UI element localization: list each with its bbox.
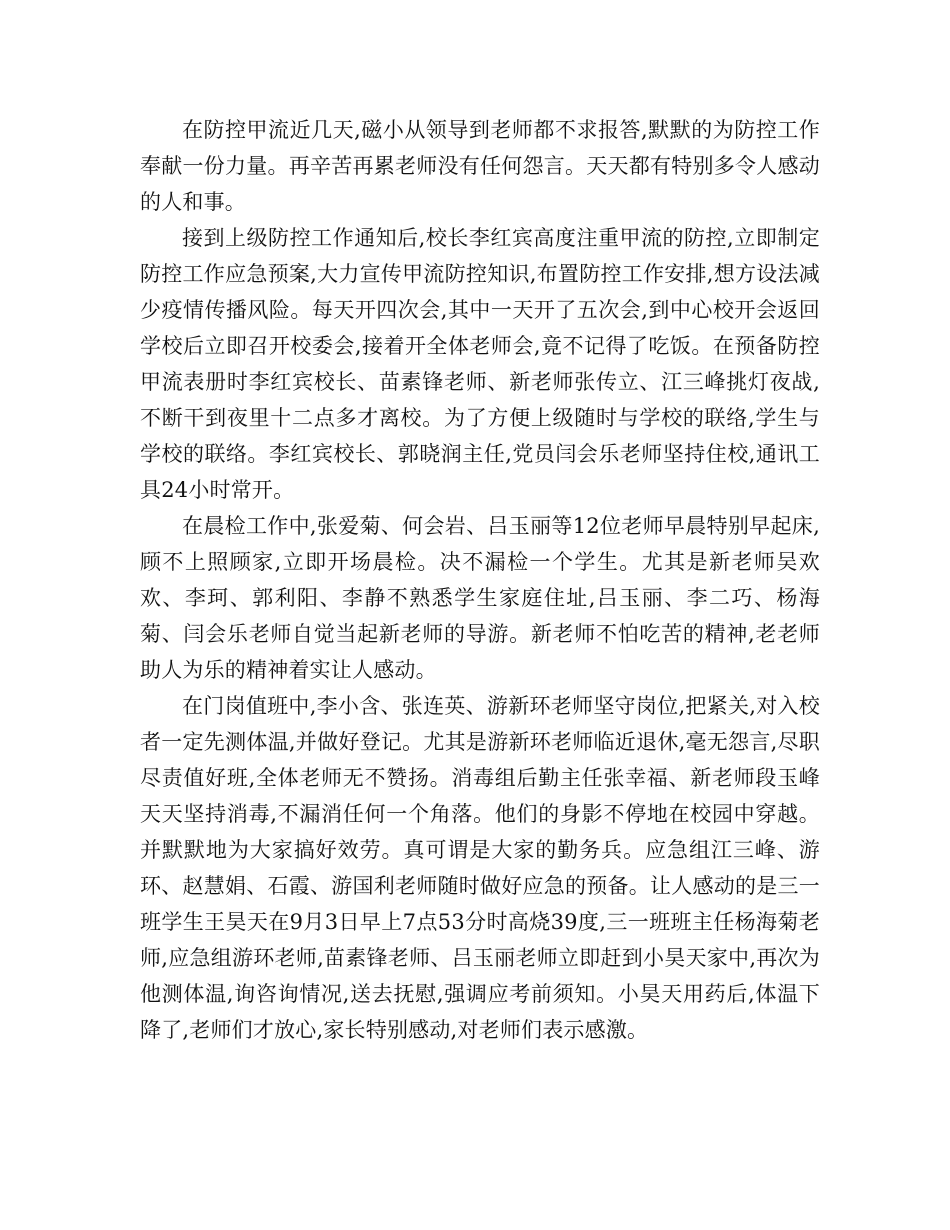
paragraph-3: 在晨检工作中,张爱菊、何会岩、吕玉丽等12位老师早晨特别早起床,顾不上照顾家,立即开场晨检。决不漏检一个学生。尤其是新老师吴欢欢、李珂、郭利阳、李静不熟悉学生家庭住址,吕玉丽、李二巧、杨海菊、闫会乐老师自觉当起新老师的导游。新老师不怕吃苦的精神,老老师助人为乐的精神着实让人感动。: [140, 514, 820, 682]
paragraph-1: 在防控甲流近几天,磁小从领导到老师都不求报答,默默的为防控工作奉献一份力量。再辛苦再累老师没有任何怨言。天天都有特别多令人感动的人和事。: [140, 118, 820, 214]
paragraph-2: 接到上级防控工作通知后,校长李红宾高度注重甲流的防控,立即制定防控工作应急预案,大力宣传甲流防控知识,布置防控工作安排,想方设法减少疫情传播风险。每天开四次会,其中一天开了五次会,到中心校开会返回学校后立即召开校委会,接着开全体老师会,竟不记得了吃饭。在预备防控甲流表册时李红宾校长、苗素锋老师、新老师张传立、江三峰挑灯夜战,不断干到夜里十二点多才离校。为了方便上级随时与学校的联络,学生与学校的联络。李红宾校长、郭晓润主任,党员闫会乐老师坚持住校,通讯工具24小时常开。: [140, 226, 820, 502]
paragraph-4: 在门岗值班中,李小含、张连英、游新环老师坚守岗位,把紧关,对入校者一定先测体温,并做好登记。尤其是游新环老师临近退休,毫无怨言,尽职尽责值好班,全体老师无不赞扬。消毒组后勤主任张幸福、新老师段玉峰天天坚持消毒,不漏消任何一个角落。他们的身影不停地在校园中穿越。并默默地为大家搞好效劳。真可谓是大家的勤务兵。应急组江三峰、游环、赵慧娟、石霞、游国利老师随时做好应急的预备。让人感动的是三一班学生王昊天在9月3日早上7点53分时高烧39度,三一班班主任杨海菊老师,应急组游环老师,苗素锋老师、吕玉丽老师立即赶到小昊天家中,再次为他测体温,询咨询情况,送去抚慰,强调应考前须知。小昊天用药后,体温下降了,老师们才放心,家长特别感动,对老师们表示感激。: [140, 694, 820, 1042]
document-page: [140, 112, 820, 1048]
